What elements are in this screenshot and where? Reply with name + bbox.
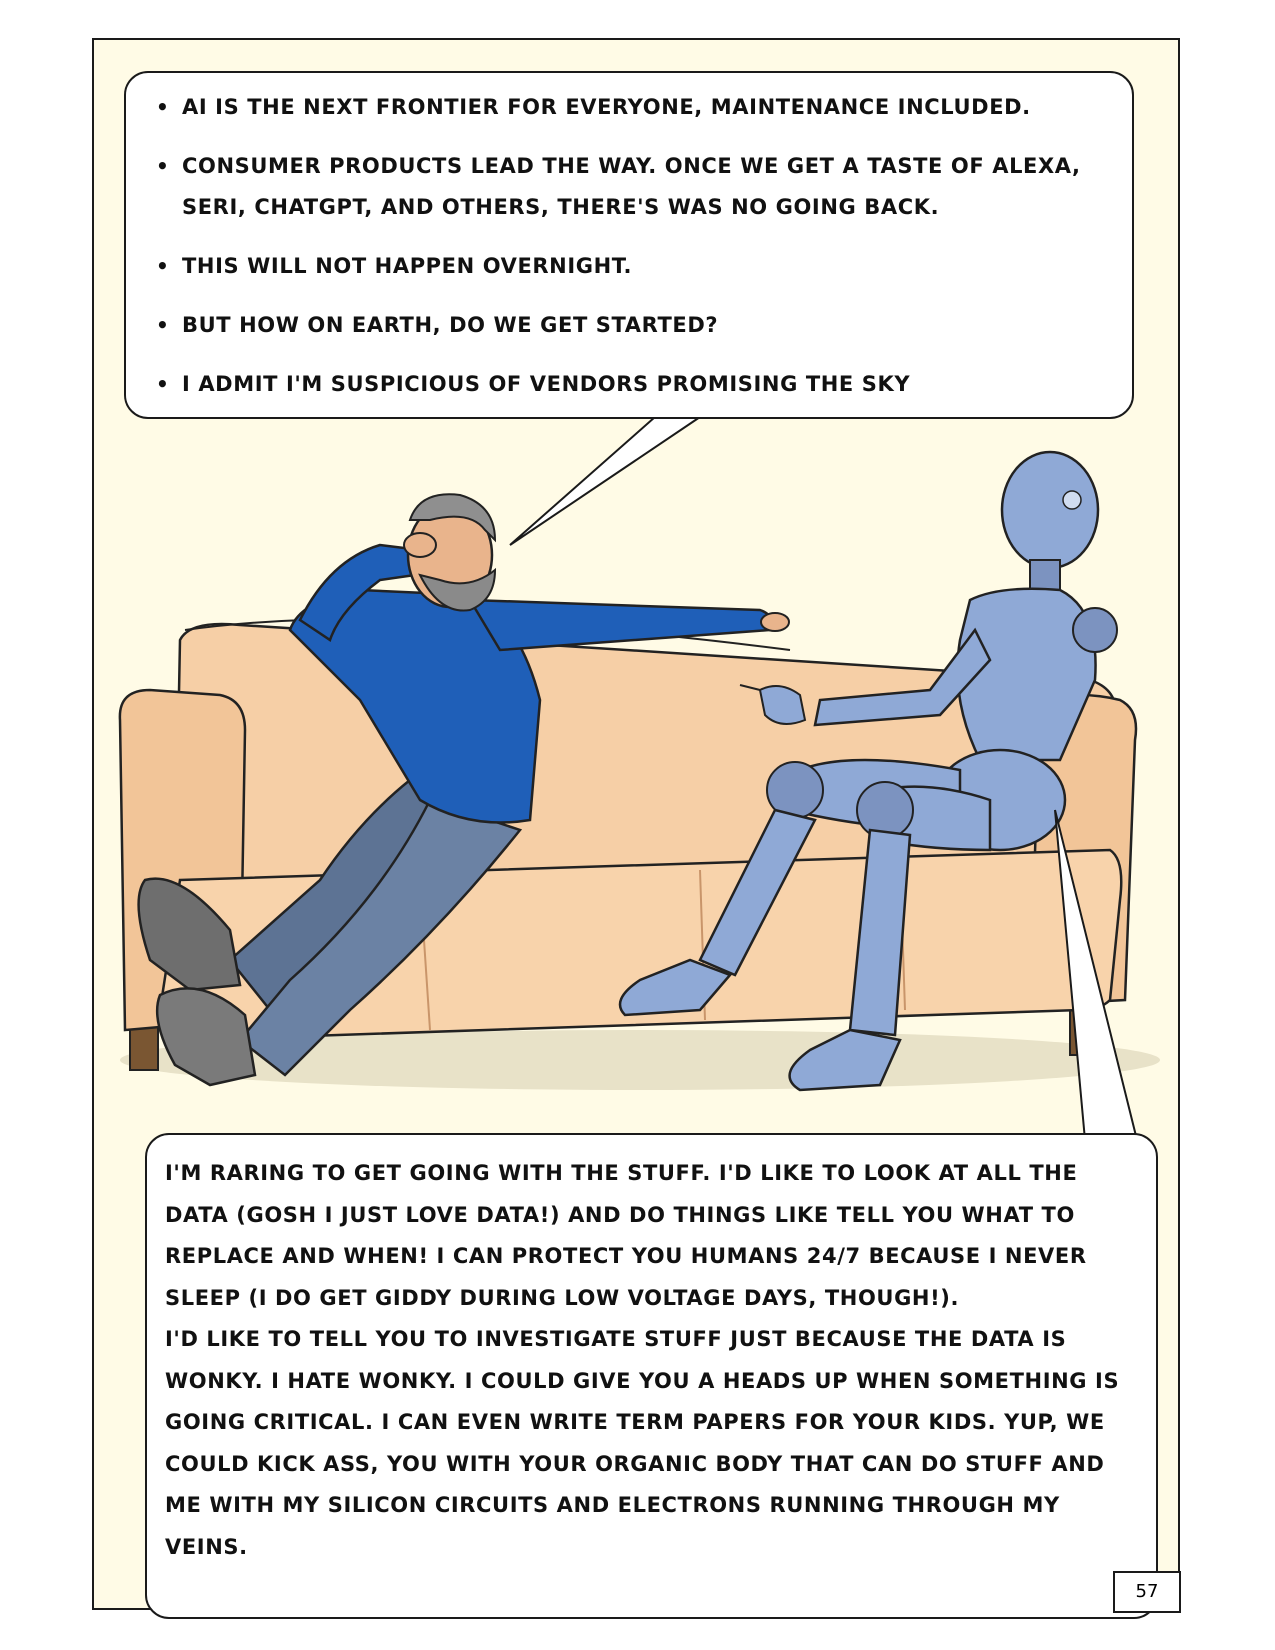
robot-ear xyxy=(1063,491,1081,509)
human-bullet-list xyxy=(156,87,1108,405)
human-bullet-5: • I ADMIT I'M SUSPICIOUS OF VENDORS PROMISING THE SKY xyxy=(156,364,1108,405)
human-bullet-2: • CONSUMER PRODUCTS LEAD THE WAY. ONCE WE GET A TASTE OF ALEXA, SERI, CHATGPT, AND OTHERS, THERE'S WAS NO GOING BACK. xyxy=(156,146,1108,228)
robot-paragraph-1: I'M RARING TO GET GOING WITH THE STUFF. I'D LIKE TO LOOK AT ALL THE DATA (GOSH I JUST LOVE DATA!) AND DO THINGS LIKE TELL YOU WHAT TO REPLACE AND WHEN! I CAN PROTECT YOU HUMANS 24/7 BECAUSE I NEVER SLEEP (I DO GET GIDDY DURING LOW VOLTAGE DAYS, THOUGH!). xyxy=(165,1161,1087,1310)
robot-speech-bubble xyxy=(145,1133,1158,1619)
human-bullet-4: • BUT HOW ON EARTH, DO WE GET STARTED? xyxy=(156,305,1108,346)
human-bubble-tail xyxy=(510,417,700,545)
man-hand-rest xyxy=(761,613,789,631)
human-speech-bubble xyxy=(124,71,1134,419)
robot-shoulder xyxy=(1073,608,1117,652)
human-bullet-3: • THIS WILL NOT HAPPEN OVERNIGHT. xyxy=(156,246,1108,287)
robot-head xyxy=(1002,452,1098,568)
page-number: 57 xyxy=(1113,1571,1181,1613)
robot-knee-front xyxy=(857,782,913,838)
robot-paragraph-2: I'D LIKE TO TELL YOU TO INVESTIGATE STUFF JUST BECAUSE THE DATA IS WONKY. I HATE WONKY. I COULD GIVE YOU A HEADS UP WHEN SOMETHING IS GOING CRITICAL. I CAN EVEN WRITE TERM PAPERS FOR YOUR KIDS. YUP, WE COULD KICK ASS, YOU WITH YOUR ORGANIC BODY THAT CAN DO STUFF AND ME WITH MY SILICON CIRCUITS AND ELECTRONS RUNNING THROUGH MY VEINS. xyxy=(165,1327,1120,1559)
human-bullet-1: • AI IS THE NEXT FRONTIER FOR EVERYONE, MAINTENANCE INCLUDED. xyxy=(156,87,1108,128)
man-hand-on-head xyxy=(404,533,436,557)
